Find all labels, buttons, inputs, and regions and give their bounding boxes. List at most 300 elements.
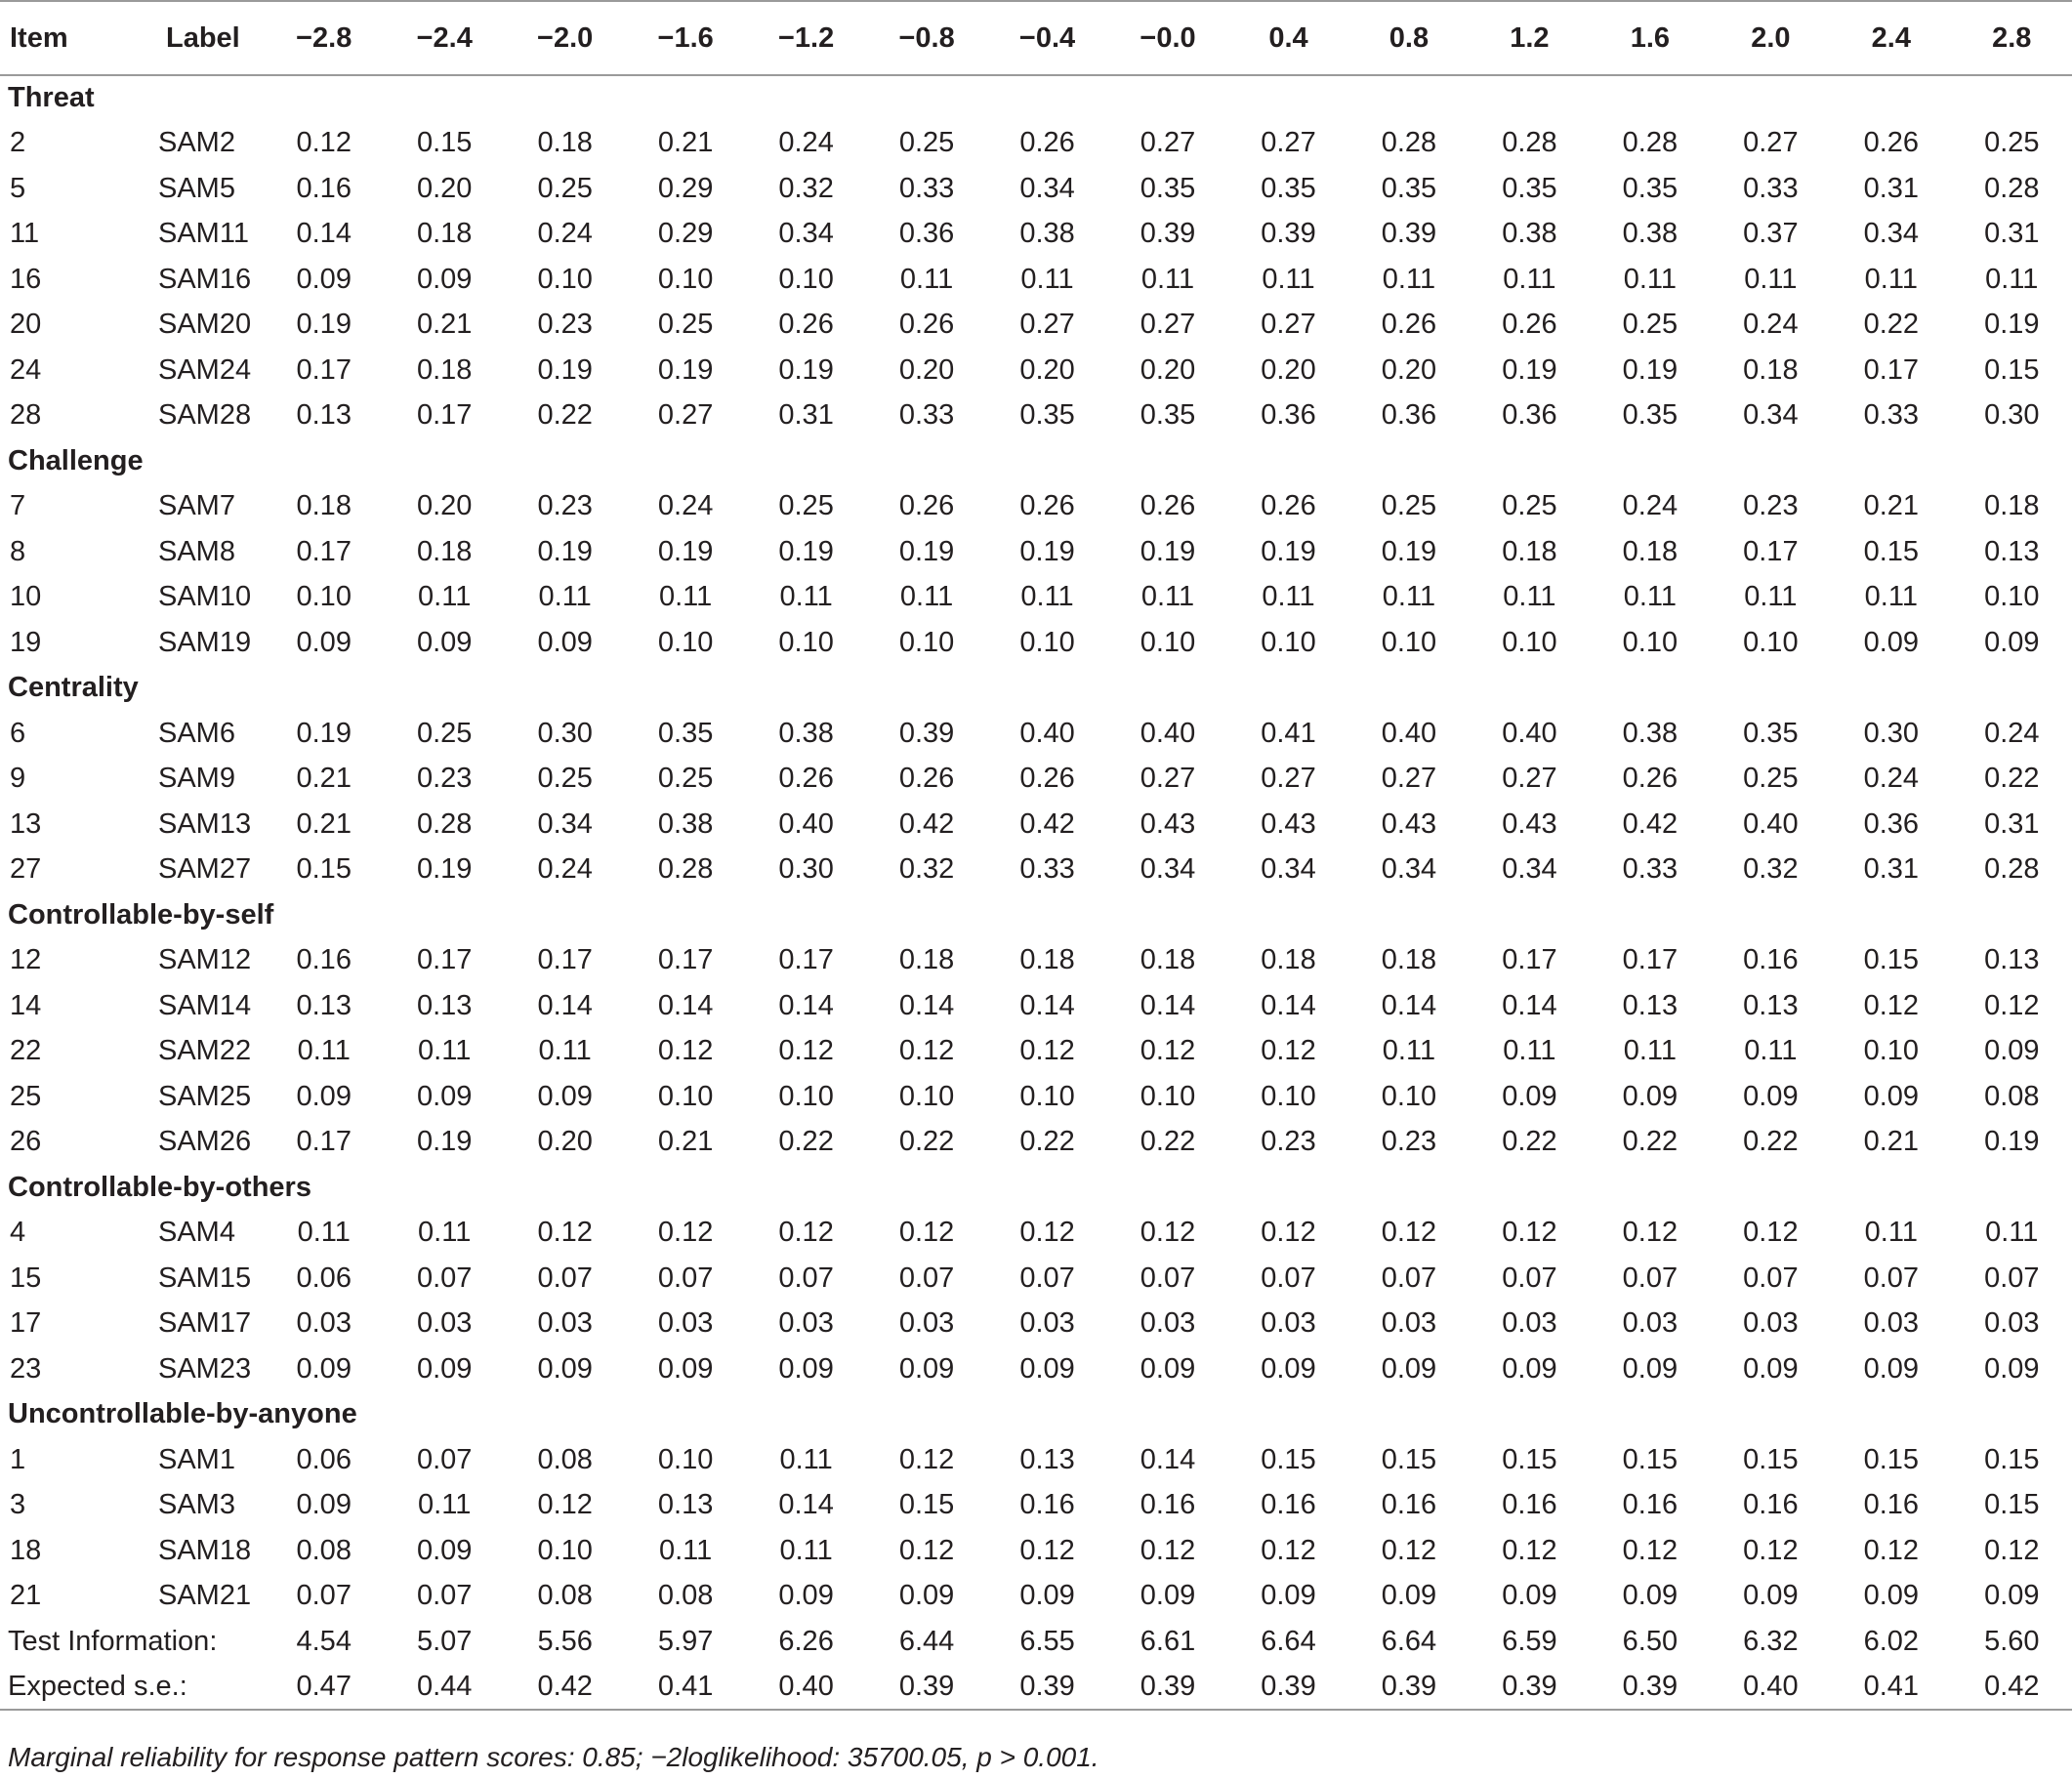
summary-row — [0, 1665, 2072, 1711]
information-value-cell: 0.03 — [1381, 1307, 1437, 1340]
information-value-cell: 0.40 — [1743, 807, 1799, 840]
information-value-cell: 0.09 — [416, 1534, 473, 1566]
group-header-row — [0, 666, 2072, 712]
item-number-cell: 25 — [10, 1080, 42, 1112]
information-value-cell: 0.19 — [778, 535, 834, 567]
table-row — [0, 575, 2072, 621]
information-value-cell: 0.23 — [1743, 490, 1799, 522]
information-value-cell: 0.22 — [1863, 309, 1920, 341]
information-value-cell: 0.22 — [537, 399, 593, 432]
information-value-cell: 0.08 — [1984, 1080, 2040, 1112]
information-value-cell: 0.33 — [898, 172, 955, 204]
information-value-cell: 0.10 — [1502, 626, 1557, 658]
information-value-cell: 0.10 — [1261, 626, 1316, 658]
information-value-cell: 0.11 — [1623, 581, 1678, 613]
information-value-cell: 0.24 — [657, 490, 714, 522]
information-value-cell: 0.10 — [296, 581, 352, 613]
information-value-cell: 0.24 — [1984, 717, 2040, 749]
information-value-cell: 0.07 — [778, 1262, 834, 1294]
information-value-cell: 0.39 — [1261, 218, 1316, 250]
group-header-row — [0, 1165, 2072, 1211]
item-number-cell: 4 — [10, 1217, 26, 1249]
information-value-cell: 0.11 — [297, 1217, 351, 1249]
information-value-cell: 0.10 — [1019, 626, 1075, 658]
information-value-cell: 0.07 — [657, 1262, 714, 1294]
information-value-cell: 0.09 — [1622, 1080, 1678, 1112]
information-value-cell: 0.06 — [296, 1443, 352, 1475]
information-value-cell: 0.36 — [1261, 399, 1316, 432]
information-value-cell: 0.11 — [1140, 581, 1195, 613]
information-value-cell: 0.16 — [1743, 1489, 1799, 1521]
information-value-cell: 0.10 — [657, 263, 714, 295]
information-value-cell: 0.43 — [1502, 807, 1557, 840]
column-header-theta: 2.0 — [1711, 1, 1831, 75]
information-value-cell: 0.18 — [1502, 535, 1557, 567]
column-header-theta: 1.2 — [1470, 1, 1590, 75]
information-value-cell: 0.14 — [778, 989, 834, 1021]
information-value-cell: 0.09 — [1863, 626, 1920, 658]
information-value-cell: 0.20 — [416, 490, 473, 522]
information-value-cell: 0.23 — [1381, 1126, 1437, 1158]
item-label-cell: SAM13 — [158, 807, 252, 840]
information-value-cell: 0.35 — [1140, 172, 1196, 204]
summary-value-cell: 0.44 — [384, 1665, 504, 1711]
summary-value-cell: 6.64 — [1261, 1625, 1316, 1657]
item-label-cell: SAM4 — [158, 1217, 235, 1249]
item-number-cell: 5 — [10, 172, 26, 204]
information-value-cell: 0.16 — [1743, 944, 1799, 976]
information-value-cell: 0.35 — [1140, 399, 1196, 432]
information-value-cell: 0.21 — [1863, 1126, 1920, 1158]
information-value-cell: 0.26 — [1261, 490, 1316, 522]
information-value-cell: 0.24 — [537, 218, 593, 250]
table-row — [0, 1437, 2072, 1483]
information-value-cell: 0.23 — [416, 763, 473, 795]
item-number-cell: 11 — [10, 218, 40, 250]
table-row — [0, 393, 2072, 439]
information-value-cell: 0.12 — [657, 1217, 714, 1249]
group-name: Controllable-by-others — [8, 1171, 311, 1203]
information-value-cell: 0.13 — [416, 989, 473, 1021]
information-value-cell: 0.09 — [1261, 1580, 1316, 1612]
information-value-cell: 0.12 — [1984, 989, 2040, 1021]
summary-value-cell: 5.07 — [416, 1625, 473, 1657]
item-label-cell: SAM19 — [158, 626, 252, 658]
information-value-cell: 0.07 — [1381, 1262, 1437, 1294]
information-value-cell: 0.07 — [1140, 1262, 1196, 1294]
information-value-cell: 0.15 — [898, 1489, 955, 1521]
information-value-cell: 0.16 — [296, 172, 352, 204]
information-value-cell: 0.27 — [1502, 763, 1557, 795]
information-value-cell: 0.20 — [1140, 353, 1196, 386]
information-value-cell: 0.03 — [1502, 1307, 1557, 1340]
information-value-cell: 0.09 — [1622, 1352, 1678, 1385]
information-value-cell: 0.03 — [1140, 1307, 1196, 1340]
information-value-cell: 0.10 — [898, 1080, 955, 1112]
information-value-cell: 0.11 — [1864, 1217, 1918, 1249]
column-header-theta: −1.6 — [625, 1, 745, 75]
information-value-cell: 0.12 — [1622, 1534, 1678, 1566]
information-value-cell: 0.12 — [1502, 1217, 1557, 1249]
information-value-cell: 0.07 — [416, 1443, 473, 1475]
information-value-cell: 0.25 — [778, 490, 834, 522]
information-value-cell: 0.23 — [537, 309, 593, 341]
information-value-cell: 0.12 — [1984, 1534, 2040, 1566]
information-value-cell: 0.09 — [1502, 1580, 1557, 1612]
information-value-cell: 0.22 — [1622, 1126, 1678, 1158]
group-name: Centrality — [8, 672, 139, 704]
information-value-cell: 0.11 — [1744, 1035, 1798, 1067]
information-value-cell: 0.11 — [899, 581, 954, 613]
information-value-cell: 0.09 — [416, 1352, 473, 1385]
table-row — [0, 848, 2072, 893]
information-value-cell: 0.19 — [416, 1126, 473, 1158]
table-row — [0, 1574, 2072, 1620]
summary-value-cell: 6.64 — [1381, 1625, 1437, 1657]
column-header-theta: −0.8 — [866, 1, 986, 75]
information-value-cell: 0.10 — [657, 1080, 714, 1112]
information-value-cell: 0.11 — [418, 1035, 472, 1067]
information-value-cell: 0.15 — [1984, 1489, 2040, 1521]
information-value-cell: 0.17 — [296, 1126, 352, 1158]
table-row — [0, 257, 2072, 303]
table-row — [0, 802, 2072, 848]
information-value-cell: 0.19 — [1140, 535, 1196, 567]
information-value-cell: 0.40 — [1381, 717, 1437, 749]
information-value-cell: 0.10 — [1140, 1080, 1196, 1112]
information-value-cell: 0.25 — [657, 309, 714, 341]
information-value-cell: 0.09 — [1381, 1352, 1437, 1385]
information-value-cell: 0.09 — [537, 626, 593, 658]
information-value-cell: 0.26 — [1502, 309, 1557, 341]
information-value-cell: 0.28 — [1502, 127, 1557, 159]
table-row — [0, 1528, 2072, 1574]
item-label-cell: SAM15 — [158, 1262, 252, 1294]
header-row — [0, 1, 2072, 75]
information-value-cell: 0.11 — [538, 1035, 592, 1067]
information-value-cell: 0.35 — [1019, 399, 1075, 432]
information-value-cell: 0.10 — [537, 1534, 593, 1566]
information-value-cell: 0.09 — [296, 263, 352, 295]
information-value-cell: 0.43 — [1261, 807, 1316, 840]
information-value-cell: 0.12 — [1381, 1534, 1437, 1566]
information-value-cell: 0.22 — [898, 1126, 955, 1158]
information-value-cell: 0.03 — [1622, 1307, 1678, 1340]
information-value-cell: 0.30 — [537, 717, 593, 749]
information-value-cell: 0.25 — [898, 127, 955, 159]
information-value-cell: 0.35 — [1261, 172, 1316, 204]
information-value-cell: 0.26 — [1381, 309, 1437, 341]
table-row — [0, 303, 2072, 349]
information-value-cell: 0.27 — [1261, 127, 1316, 159]
information-value-cell: 0.34 — [1019, 172, 1075, 204]
information-value-cell: 0.09 — [416, 1080, 473, 1112]
information-value-cell: 0.09 — [1863, 1352, 1920, 1385]
table-row — [0, 348, 2072, 393]
information-value-cell: 0.07 — [1502, 1262, 1557, 1294]
information-value-cell: 0.11 — [1382, 1035, 1436, 1067]
information-value-cell: 0.09 — [1622, 1580, 1678, 1612]
information-value-cell: 0.09 — [1261, 1352, 1316, 1385]
information-value-cell: 0.32 — [898, 853, 955, 886]
information-value-cell: 0.42 — [898, 807, 955, 840]
information-value-cell: 0.15 — [296, 853, 352, 886]
information-value-cell: 0.35 — [1622, 399, 1678, 432]
information-value-cell: 0.15 — [1863, 1443, 1920, 1475]
information-value-cell: 0.15 — [1984, 353, 2040, 386]
information-value-cell: 0.25 — [537, 172, 593, 204]
information-value-cell: 0.35 — [1743, 717, 1799, 749]
table-row — [0, 484, 2072, 530]
information-value-cell: 0.13 — [657, 1489, 714, 1521]
information-value-cell: 0.07 — [1863, 1262, 1920, 1294]
information-value-cell: 0.06 — [296, 1262, 352, 1294]
information-value-cell: 0.19 — [1381, 535, 1437, 567]
information-value-cell: 0.15 — [1743, 1443, 1799, 1475]
information-value-cell: 0.09 — [1502, 1080, 1557, 1112]
information-value-cell: 0.13 — [296, 989, 352, 1021]
information-value-cell: 0.26 — [778, 309, 834, 341]
item-number-cell: 16 — [10, 263, 42, 295]
item-number-cell: 2 — [10, 127, 26, 159]
information-value-cell: 0.15 — [1261, 1443, 1316, 1475]
item-label-cell: SAM11 — [158, 218, 249, 250]
information-value-cell: 0.09 — [296, 1352, 352, 1385]
information-value-cell: 0.11 — [899, 263, 954, 295]
table-row — [0, 711, 2072, 757]
information-value-cell: 0.27 — [1743, 127, 1799, 159]
table-row — [0, 1256, 2072, 1302]
information-value-cell: 0.40 — [778, 807, 834, 840]
information-value-cell: 0.12 — [537, 1217, 593, 1249]
information-value-cell: 0.10 — [1984, 581, 2040, 613]
information-value-cell: 0.12 — [1863, 1534, 1920, 1566]
information-value-cell: 0.27 — [1261, 309, 1316, 341]
information-value-cell: 0.19 — [657, 353, 714, 386]
information-value-cell: 0.24 — [1743, 309, 1799, 341]
information-value-cell: 0.38 — [1622, 717, 1678, 749]
information-value-cell: 0.26 — [898, 490, 955, 522]
information-value-cell: 0.09 — [1743, 1080, 1799, 1112]
information-value-cell: 0.19 — [1984, 1126, 2040, 1158]
table-row — [0, 983, 2072, 1029]
information-value-cell: 0.14 — [898, 989, 955, 1021]
information-value-cell: 0.12 — [1140, 1534, 1196, 1566]
information-value-cell: 0.27 — [1261, 763, 1316, 795]
information-value-cell: 0.11 — [779, 1443, 833, 1475]
information-value-cell: 0.20 — [1019, 353, 1075, 386]
information-value-cell: 0.09 — [1140, 1352, 1196, 1385]
information-value-cell: 0.19 — [778, 353, 834, 386]
information-value-cell: 0.19 — [1502, 353, 1557, 386]
group-header-row — [0, 892, 2072, 938]
item-label-cell: SAM22 — [158, 1035, 252, 1067]
information-value-cell: 0.12 — [1622, 1217, 1678, 1249]
information-value-cell: 0.25 — [1622, 309, 1678, 341]
information-value-cell: 0.39 — [898, 717, 955, 749]
information-value-cell: 0.26 — [1863, 127, 1920, 159]
table-body — [0, 75, 2072, 1710]
information-value-cell: 0.36 — [1381, 399, 1437, 432]
information-value-cell: 0.21 — [296, 807, 352, 840]
information-value-cell: 0.09 — [1140, 1580, 1196, 1612]
information-value-cell: 0.11 — [1623, 1035, 1678, 1067]
column-header-theta: 2.4 — [1831, 1, 1951, 75]
item-label-cell: SAM2 — [158, 127, 235, 159]
information-value-cell: 0.20 — [416, 172, 473, 204]
information-value-cell: 0.16 — [1261, 1489, 1316, 1521]
summary-value-cell: 5.56 — [537, 1625, 593, 1657]
information-value-cell: 0.11 — [1623, 263, 1678, 295]
summary-value-cell: 5.97 — [657, 1625, 714, 1657]
table-footnote: Marginal reliability for response pattern scores: 0.85; −2loglikelihood: 35700.05, p > 0.001. — [8, 1742, 1099, 1772]
information-value-cell: 0.33 — [1019, 853, 1075, 886]
information-value-cell: 0.26 — [1019, 127, 1075, 159]
information-value-cell: 0.17 — [537, 944, 593, 976]
information-value-cell: 0.12 — [1863, 989, 1920, 1021]
item-number-cell: 19 — [10, 626, 42, 658]
information-value-cell: 0.28 — [657, 853, 714, 886]
information-value-cell: 0.10 — [778, 626, 834, 658]
information-value-cell: 0.26 — [898, 763, 955, 795]
summary-value-cell: 0.39 — [1228, 1665, 1348, 1711]
information-value-cell: 0.16 — [1381, 1489, 1437, 1521]
information-value-cell: 0.19 — [537, 353, 593, 386]
information-value-cell: 0.09 — [898, 1580, 955, 1612]
item-number-cell: 18 — [10, 1534, 42, 1566]
summary-value-cell: 0.39 — [866, 1665, 986, 1711]
information-value-cell: 0.11 — [658, 581, 713, 613]
information-value-cell: 0.24 — [1622, 490, 1678, 522]
information-value-cell: 0.11 — [1262, 581, 1315, 613]
column-header-theta: 2.8 — [1952, 1, 2072, 75]
table-row — [0, 1211, 2072, 1257]
column-header-theta: 0.4 — [1228, 1, 1348, 75]
table-row — [0, 529, 2072, 575]
item-number-cell: 8 — [10, 535, 26, 567]
information-value-cell: 0.12 — [1019, 1534, 1075, 1566]
information-value-cell: 0.07 — [416, 1580, 473, 1612]
group-name: Uncontrollable-by-anyone — [8, 1398, 357, 1430]
information-value-cell: 0.31 — [1984, 807, 2040, 840]
item-label-cell: SAM23 — [158, 1352, 252, 1385]
column-header-theta: −0.0 — [1107, 1, 1227, 75]
information-value-cell: 0.15 — [1622, 1443, 1678, 1475]
information-value-cell: 0.13 — [1019, 1443, 1075, 1475]
summary-value-cell: 0.42 — [1952, 1665, 2072, 1711]
information-value-cell: 0.07 — [537, 1262, 593, 1294]
information-value-cell: 0.29 — [657, 218, 714, 250]
group-header-row — [0, 438, 2072, 484]
summary-value-cell: 4.54 — [296, 1625, 352, 1657]
information-value-cell: 0.11 — [297, 1035, 351, 1067]
information-value-cell: 0.17 — [296, 535, 352, 567]
information-value-cell: 0.07 — [1019, 1262, 1075, 1294]
information-value-cell: 0.11 — [779, 1534, 833, 1566]
information-value-cell: 0.11 — [1744, 263, 1798, 295]
information-value-cell: 0.40 — [1019, 717, 1075, 749]
table-row — [0, 757, 2072, 803]
information-value-cell: 0.20 — [1261, 353, 1316, 386]
table-row — [0, 620, 2072, 666]
information-value-cell: 0.18 — [898, 944, 955, 976]
information-value-cell: 0.03 — [1261, 1307, 1316, 1340]
item-number-cell: 3 — [10, 1489, 26, 1521]
information-value-cell: 0.08 — [537, 1443, 593, 1475]
information-value-cell: 0.13 — [296, 399, 352, 432]
information-value-cell: 0.14 — [1140, 989, 1196, 1021]
information-value-cell: 0.27 — [1140, 763, 1196, 795]
information-value-cell: 0.16 — [1140, 1489, 1196, 1521]
information-value-cell: 0.12 — [657, 1035, 714, 1067]
information-value-cell: 0.10 — [1140, 626, 1196, 658]
information-value-cell: 0.11 — [1382, 263, 1436, 295]
information-value-cell: 0.12 — [1140, 1217, 1196, 1249]
information-value-cell: 0.09 — [296, 1489, 352, 1521]
information-value-cell: 0.16 — [1502, 1489, 1557, 1521]
information-value-cell: 0.17 — [1502, 944, 1557, 976]
information-value-cell: 0.18 — [1381, 944, 1437, 976]
information-value-cell: 0.14 — [537, 989, 593, 1021]
information-value-cell: 0.17 — [657, 944, 714, 976]
information-value-cell: 0.19 — [296, 717, 352, 749]
information-value-cell: 0.10 — [657, 1443, 714, 1475]
information-value-cell: 0.15 — [1863, 535, 1920, 567]
item-label-cell: SAM28 — [158, 399, 252, 432]
information-value-cell: 0.13 — [1984, 944, 2040, 976]
information-value-cell: 0.19 — [1261, 535, 1316, 567]
information-value-cell: 0.09 — [537, 1080, 593, 1112]
information-value-cell: 0.22 — [1019, 1126, 1075, 1158]
information-value-cell: 0.26 — [1140, 490, 1196, 522]
information-value-cell: 0.34 — [1381, 853, 1437, 886]
item-label-cell: SAM3 — [158, 1489, 235, 1521]
information-value-cell: 0.11 — [1140, 263, 1195, 295]
information-value-cell: 0.28 — [416, 807, 473, 840]
information-value-cell: 0.38 — [657, 807, 714, 840]
information-value-cell: 0.21 — [1863, 490, 1920, 522]
information-value-cell: 0.12 — [898, 1443, 955, 1475]
information-value-cell: 0.22 — [1502, 1126, 1557, 1158]
item-label-cell: SAM24 — [158, 353, 252, 386]
information-value-cell: 0.09 — [1863, 1580, 1920, 1612]
information-value-cell: 0.15 — [1502, 1443, 1557, 1475]
information-value-cell: 0.09 — [778, 1580, 834, 1612]
information-value-cell: 0.09 — [1984, 1352, 2040, 1385]
information-value-cell: 0.33 — [898, 399, 955, 432]
table-row — [0, 1302, 2072, 1347]
item-number-cell: 17 — [10, 1307, 42, 1340]
information-value-cell: 0.11 — [658, 1534, 713, 1566]
item-label-cell: SAM26 — [158, 1126, 252, 1158]
item-label-cell: SAM9 — [158, 763, 235, 795]
information-value-cell: 0.11 — [1503, 1035, 1556, 1067]
information-value-cell: 0.42 — [1019, 807, 1075, 840]
information-value-cell: 0.15 — [1381, 1443, 1437, 1475]
information-value-cell: 0.09 — [1019, 1580, 1075, 1612]
information-value-cell: 0.25 — [1502, 490, 1557, 522]
information-value-cell: 0.10 — [898, 626, 955, 658]
information-value-cell: 0.20 — [1381, 353, 1437, 386]
information-value-cell: 0.28 — [1984, 172, 2040, 204]
information-value-cell: 0.14 — [1261, 989, 1316, 1021]
information-value-cell: 0.12 — [1261, 1217, 1316, 1249]
item-label-cell: SAM21 — [158, 1580, 252, 1612]
summary-value-cell: 6.55 — [1019, 1625, 1075, 1657]
information-value-cell: 0.07 — [1261, 1262, 1316, 1294]
information-value-cell: 0.18 — [296, 490, 352, 522]
summary-value-cell: 0.39 — [1470, 1665, 1590, 1711]
